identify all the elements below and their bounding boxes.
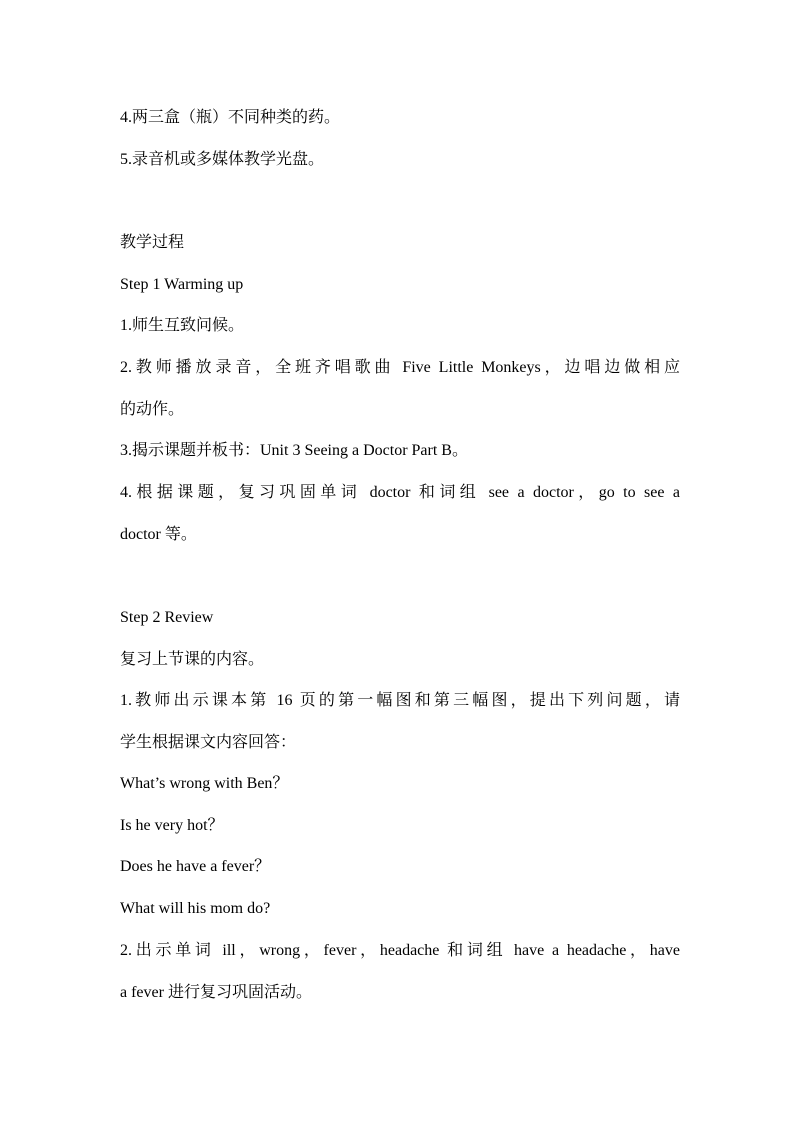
question-1: What’s wrong with Ben？: [120, 775, 289, 792]
step2-line1-cont: 学生根据课文内容回答：: [120, 734, 297, 751]
question-3: Does he have a fever？: [120, 858, 271, 875]
material-item-4: 4.两三盒（瓶）不同种类的药。: [120, 109, 341, 126]
step2-line1: 1.教师出示课本第 16 页的第一幅图和第三幅图，提出下列问题，请: [120, 692, 680, 709]
step1-line4-cont: doctor 等。: [120, 526, 197, 543]
step2-intro: 复习上节课的内容。: [120, 651, 265, 668]
step2-line2-cont: a fever 进行复习巩固活动。: [120, 984, 312, 1001]
step1-line2-cont: 的动作。: [120, 401, 185, 418]
step1-line4: 4.根据课题，复习巩固单词 doctor 和词组 see a doctor，go to see a: [120, 484, 680, 501]
question-2: Is he very hot？: [120, 817, 224, 834]
question-4: What will his mom do?: [120, 900, 271, 917]
step2-title: Step 2 Review: [120, 609, 214, 626]
step1-line1: 1.师生互致问候。: [120, 317, 245, 334]
step1-title: Step 1 Warming up: [120, 276, 244, 293]
step2-line2: 2.出示单词 ill，wrong，fever，headache 和词组 have a headache，have: [120, 942, 680, 959]
process-heading: 教学过程: [120, 234, 185, 251]
step1-line3: 3.揭示课题并板书：Unit 3 Seeing a Doctor Part B。: [120, 442, 468, 459]
step1-line2: 2.教师播放录音，全班齐唱歌曲 Five Little Monkeys，边唱边做相应: [120, 359, 680, 376]
material-item-5: 5.录音机或多媒体教学光盘。: [120, 151, 325, 168]
